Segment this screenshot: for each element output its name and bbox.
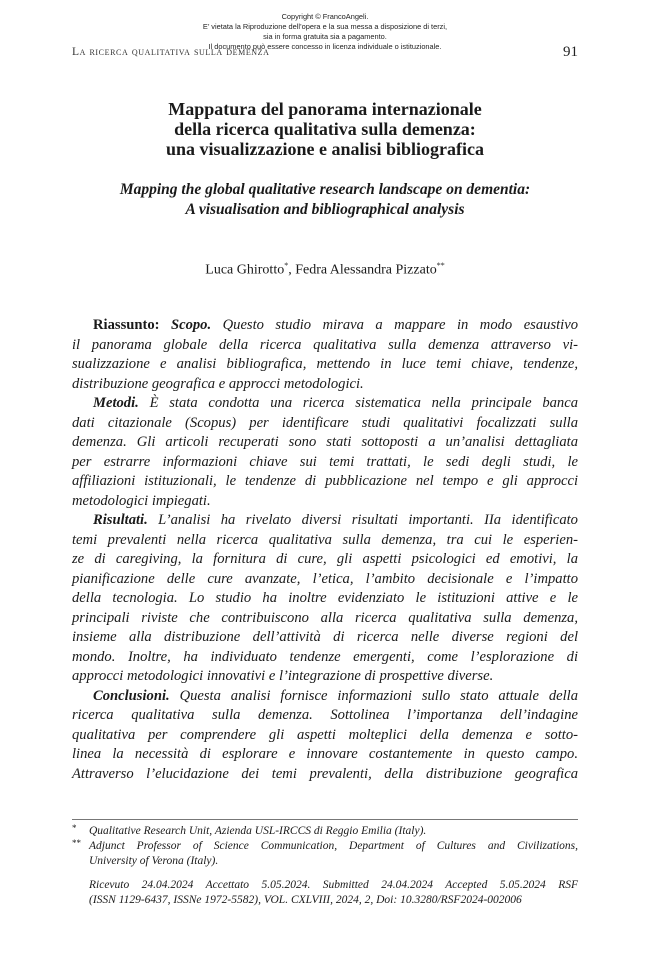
author-name: Luca Ghirotto (205, 262, 285, 278)
abstract-line (72, 726, 578, 746)
footnote (72, 824, 578, 839)
abstract-line (72, 453, 578, 473)
footnote-mark: * (72, 823, 77, 833)
footnote-text: Adjunct Professor of Science Communication, Department of Cultures and Civilizations, (89, 840, 578, 852)
running-title: La ricerca qualitativa sulla demenza (72, 46, 270, 58)
english-title (72, 180, 578, 220)
abstract-text: L’analisi ha rivelato diversi risultati importanti. IIa identificato (158, 512, 578, 528)
abstract-line (72, 550, 578, 570)
abstract-text: metodologici impiegati. (72, 492, 211, 509)
abstract-text: È stata condotta una ricerca sistematica nella principale banca (149, 395, 578, 411)
abstract-line (72, 511, 578, 531)
abstract-line (72, 375, 578, 395)
abstract-label: Riassunto: (93, 317, 160, 333)
abstract-line (72, 687, 578, 707)
abstract-text: Questa analisi fornisce informazioni sullo stato attuale della (179, 687, 578, 704)
abstract-line (72, 414, 578, 434)
running-head (72, 44, 578, 64)
abstract-text: pianificazione delle cure avanzate, l’etica, l’ambito decisionale e l’impatto (72, 570, 578, 587)
abstract-text: demenza. Gli articoli recuperati sono stati sottoposti a un’analisi dettagliata (72, 434, 578, 450)
publication-info-line: (ISSN 1129-6437, ISSNe 1972-5582), VOL. CXLVIII, 2024, 2, Doi: 10.3280/RSF2024-002006 (89, 894, 522, 906)
abstract-text: distribuzione geografica e approcci metodologici. (72, 375, 364, 392)
footnotes (72, 824, 578, 908)
affiliation-mark: * (284, 261, 289, 270)
article-title (72, 99, 578, 159)
abstract-line (72, 316, 578, 336)
abstract-text: temi prevalenti nella ricerca qualitativa sulla demenza, tra cui le esperien- (72, 531, 578, 548)
abstract (72, 316, 578, 784)
abstract-text: della tecnologia. Lo studio ha inoltre evidenziato le istituzioni attive e le (72, 590, 578, 606)
abstract-text: principali riviste che contribuiscono alla ricerca qualitativa sulla demenza, (72, 609, 578, 626)
affiliation-mark: ** (436, 261, 445, 270)
abstract-text: affiliazioni istituzionali, le tendenze di pubblicazione nel tempo e gli approcci (72, 473, 578, 489)
abstract-line (72, 433, 578, 453)
abstract-text: qualitativa per comprendere gli aspetti molteplici della demenza e sotto- (72, 726, 578, 743)
section-label-conclusioni: Conclusioni. (93, 687, 170, 704)
abstract-line (72, 531, 578, 551)
author-name: Fedra Alessandra Pizzato (295, 262, 437, 278)
abstract-line (72, 745, 578, 765)
abstract-text: approcci metodologici innovativi e l’integrazione di prospettive diverse. (72, 668, 494, 684)
title-line: Mappatura del panorama internazionale (168, 99, 482, 119)
abstract-line (72, 648, 578, 668)
abstract-text: ricerca qualitativa sulla demenza. Sottolinea l’importanza dell’indagine (72, 707, 578, 723)
page-number: 91 (563, 44, 578, 60)
abstract-text: sualizzazione e analisi bibliografica, mettendo in luce temi chiave, tendenze, (72, 356, 578, 372)
abstract-line (72, 765, 578, 785)
abstract-line (72, 589, 578, 609)
abstract-line (72, 355, 578, 375)
abstract-line (72, 492, 578, 512)
footnote-text: University of Verona (Italy). (89, 855, 219, 867)
abstract-text: Attraverso l’elucidazione dei temi prevalenti, della distribuzione geografica (72, 765, 578, 782)
title-line: una visualizzazione e analisi bibliografica (165, 139, 484, 159)
subtitle-line: A visualisation and bibliographical analysis (185, 201, 465, 218)
abstract-line (72, 667, 578, 687)
footnote-text: Qualitative Research Unit, Azienda USL-IRCCS di Reggio Emilia (Italy). (89, 825, 427, 837)
abstract-line (72, 394, 578, 414)
copyright-line: Il documento può essere concesso in licenza individuale o istituzionale. (208, 42, 442, 51)
publication-info (72, 878, 578, 908)
abstract-line (72, 472, 578, 492)
footnote (72, 839, 578, 869)
author-list (72, 257, 578, 280)
footnote-divider (72, 819, 578, 820)
abstract-line (72, 706, 578, 726)
author-separator: , (288, 262, 296, 278)
abstract-line (72, 570, 578, 590)
abstract-text: insieme alla distribuzione dell’attività di ricerca nelle diverse regioni del (72, 629, 578, 645)
title-line: della ricerca qualitativa sulla demenza: (174, 119, 476, 139)
subtitle-line: Mapping the global qualitative research landscape on dementia: (119, 181, 531, 198)
footnote-mark: ** (72, 838, 81, 848)
abstract-text: Questo studio mirava a mappare in modo esaustivo (222, 317, 579, 333)
publication-info-line: Ricevuto 24.04.2024 Accettato 5.05.2024. Submitted 24.04.2024 Accepted 5.05.2024 RSF (89, 879, 578, 891)
abstract-text: mondo. Inoltre, ha individuato tendenze emergenti, come l’esplorazione di (72, 648, 578, 665)
copyright-line: Copyright © FrancoAngeli. (281, 12, 369, 21)
abstract-text: ze di caregiving, la fornitura di cure, gli aspetti psicologici ed emotivi, la (72, 551, 578, 567)
abstract-line (72, 628, 578, 648)
abstract-text: dati citazionale (Scopus) per identificare studi qualitativi focalizzati sulla (72, 414, 578, 431)
abstract-text: linea la necessità di esplorare e innovare costantemente in questo campo. (72, 746, 578, 762)
copyright-line: sia in forma gratuita sia a pagamento. (263, 32, 387, 41)
section-label-risultati: Risultati. (93, 512, 148, 528)
abstract-line (72, 609, 578, 629)
section-label-scopo: Scopo. (170, 317, 212, 333)
abstract-line (72, 336, 578, 356)
section-label-metodi: Metodi. (93, 395, 139, 411)
copyright-line: E’ vietata la Riproduzione dell’opera e la sua messa a disposizione di terzi, (202, 22, 448, 31)
abstract-text: il panorama globale della ricerca qualitativa sulla demenza attraverso vi- (72, 336, 578, 353)
abstract-text: per estrarre informazioni chiave sui temi trattati, le sedi degli studi, le (72, 453, 578, 470)
